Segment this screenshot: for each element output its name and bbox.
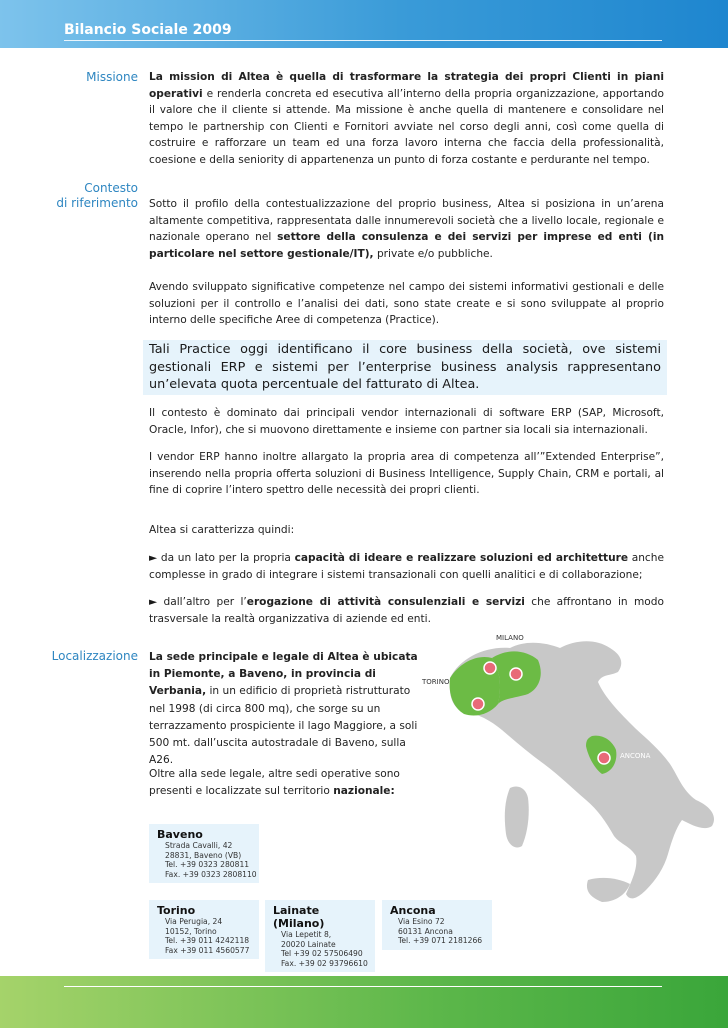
- missione-paragraph: [149, 69, 664, 168]
- highlight-box: [143, 340, 667, 395]
- map-label-ancona: ANCONA: [620, 752, 651, 760]
- office-torino-line: Fax +39 011 4560577: [165, 945, 250, 955]
- office-baveno-line: Strada Cavalli, 42: [165, 841, 233, 850]
- bullet-1-bold: capacità di ideare e realizzare soluzioni ed architetture: [294, 552, 629, 564]
- bullet-1-text-b: anche complesse in grado di integrare i sistemi transazionali con quelli analitici e di collaborazione;: [149, 552, 664, 581]
- office-baveno-line: 28831, Baveno (VB): [165, 850, 242, 860]
- office-lainate-line: 20020 Lainate: [281, 939, 336, 949]
- contesto-paragraph-4: I vendor ERP hanno inoltre allargato la propria area di competenza all’”Extended Enterprise”, inserendo nella propria offerta soluzioni di Business Intelligence, Supply Chain, CRM e portali, al fine di coprire l’intero spettro delle necessità dei propri clienti.: [149, 451, 664, 496]
- office-lainate-name: Lainate (Milano): [273, 904, 325, 930]
- sicily-shape: [587, 878, 630, 902]
- section-label-localizzazione: Localizzazione: [51, 649, 138, 663]
- missione-body: e renderla concreta ed esecutiva all’interno della propria organizzazione, apportando il valore che il cliente si attende. Ma missione è anche quella di mantenere e consolidare nel tempo le partnership con Clienti e Fornitori avviate nel corso degli anni, così come quella di costruire e rafforzare un team ed una forza lavoro interna che faccia della professionalità, coesione e della seniority di appartenenza un punto di forza costante e perdurante nel tempo.: [149, 87, 664, 166]
- footer-divider: [64, 986, 662, 987]
- contesto-p1-bold: settore della consulenza e dei servizi per imprese ed enti (in particolare nel settore gestionale/IT),: [149, 231, 664, 260]
- office-ancona-line: Tel. +39 071 2181266: [398, 936, 483, 946]
- arrow-right-icon: ►: [149, 596, 158, 608]
- section-label-contesto-line1: Contesto: [84, 181, 138, 195]
- highlight-text: Tali Practice oggi identificano il core business della società, ove sistemi gestionali ERP e sistemi per l’enterprise business analysis rappresentano un’elevata quota percentuale del fatturato di Altea.: [149, 342, 661, 392]
- office-lainate-line: Tel +39 02 57506490: [281, 949, 363, 959]
- localizzazione-p1-text: in un edificio di proprietà ristrutturato nel 1998 (di circa 800 mq), che sorge su un terrazzamento prospiciente il lago Maggiore, a soli 500 mt. dall’uscita autostradale di Baveno, sulla A26.: [149, 685, 418, 767]
- sardinia-shape: [505, 786, 529, 847]
- office-torino: [149, 900, 259, 959]
- localizzazione-p2-bold: nazionale:: [333, 785, 395, 798]
- marker-baveno: [484, 662, 496, 674]
- office-ancona-name: Ancona: [390, 904, 436, 917]
- contesto-paragraph-3: Il contesto è dominato dai principali vendor internazionali di software ERP (SAP, Microsoft, Oracle, Infor), che si muovono direttamente e insieme con partner sia locali sia internazionali.: [149, 407, 664, 436]
- map-label-torino: TORINO: [422, 678, 450, 686]
- office-lainate-line: Via Lepetit 8,: [281, 930, 332, 939]
- localizzazione-paragraph-2: [149, 766, 419, 800]
- page-header-title: Bilancio Sociale 2009: [64, 22, 232, 38]
- localizzazione-paragraph-1: [149, 649, 419, 769]
- office-torino-line: Tel. +39 011 4242118: [165, 936, 250, 946]
- map-label-baveno: BAVENO: [440, 650, 470, 658]
- missione-lead: La mission di Altea è quella di trasformare la strategia dei propri Clienti in piani operativi: [149, 71, 664, 100]
- bullet-1-text-a: da un lato per la propria: [157, 552, 295, 564]
- section-label-contesto-line2: di riferimento: [56, 196, 138, 210]
- office-ancona-line: Via Esino 72: [398, 917, 445, 926]
- marker-torino: [472, 698, 484, 710]
- arrow-right-icon: ►: [149, 552, 158, 564]
- contesto-paragraph-2: Avendo sviluppato significative competenze nel campo dei sistemi informativi gestionali e delle soluzioni per il controllo e l’analisi dei dati, sono state create e si sono sviluppate al proprio interno delle specifiche Aree di competenza (Practice).: [149, 281, 664, 326]
- office-ancona: [382, 900, 492, 950]
- localizzazione-p1-bold: La sede principale e legale di Altea è ubicata in Piemonte, a Baveno, in provincia di Verbania,: [149, 651, 418, 698]
- bullet-2-bold: erogazione di attività consulenziali e servizi: [246, 596, 525, 608]
- office-baveno-name: Baveno: [157, 828, 203, 841]
- header-divider: [64, 40, 662, 41]
- section-label-missione: Missione: [86, 70, 138, 84]
- office-baveno-line: Fax. +39 0323 2808110: [165, 869, 257, 879]
- contesto-p1-text-a: Sotto il profilo della contestualizzazione del proprio business, Altea si posiziona in un’arena altamente competitiva, rappresentata dalle innumerevoli società che a livello locale, regionale e nazionale operano nel: [149, 198, 664, 243]
- office-ancona-line: 60131 Ancona: [398, 926, 453, 936]
- office-lainate-line: Fax. +39 02 93796610: [281, 958, 368, 968]
- localizzazione-p2-text: Oltre alla sede legale, altre sedi operative sono presenti e localizzate sul territorio: [149, 768, 400, 798]
- map-label-milano: MILANO: [496, 634, 524, 642]
- bullet-1: [149, 550, 664, 583]
- office-baveno-line: Tel. +39 0323 280811: [165, 860, 250, 870]
- contesto-paragraph-1: [149, 196, 664, 262]
- bullet-2-text-a: dall’altro per l’: [157, 596, 247, 608]
- contesto-paragraph-5: Altea si caratterizza quindi:: [149, 524, 295, 536]
- office-torino-line: 10152, Torino: [165, 926, 217, 936]
- office-baveno: [149, 824, 259, 883]
- footer-band: [0, 976, 728, 1028]
- italy-map: [420, 618, 720, 913]
- marker-milano: [510, 668, 522, 680]
- bullet-2-text-b: che affrontano in modo trasversale la realtà organizzativa di aziende ed enti.: [149, 596, 664, 625]
- contesto-p1-text-b: private e/o pubbliche.: [373, 247, 493, 260]
- office-torino-line: Via Perugia, 24: [165, 917, 223, 926]
- section-label-contesto: [56, 181, 138, 211]
- marker-ancona: [598, 752, 610, 764]
- office-torino-name: Torino: [157, 904, 196, 917]
- office-lainate: [265, 900, 375, 972]
